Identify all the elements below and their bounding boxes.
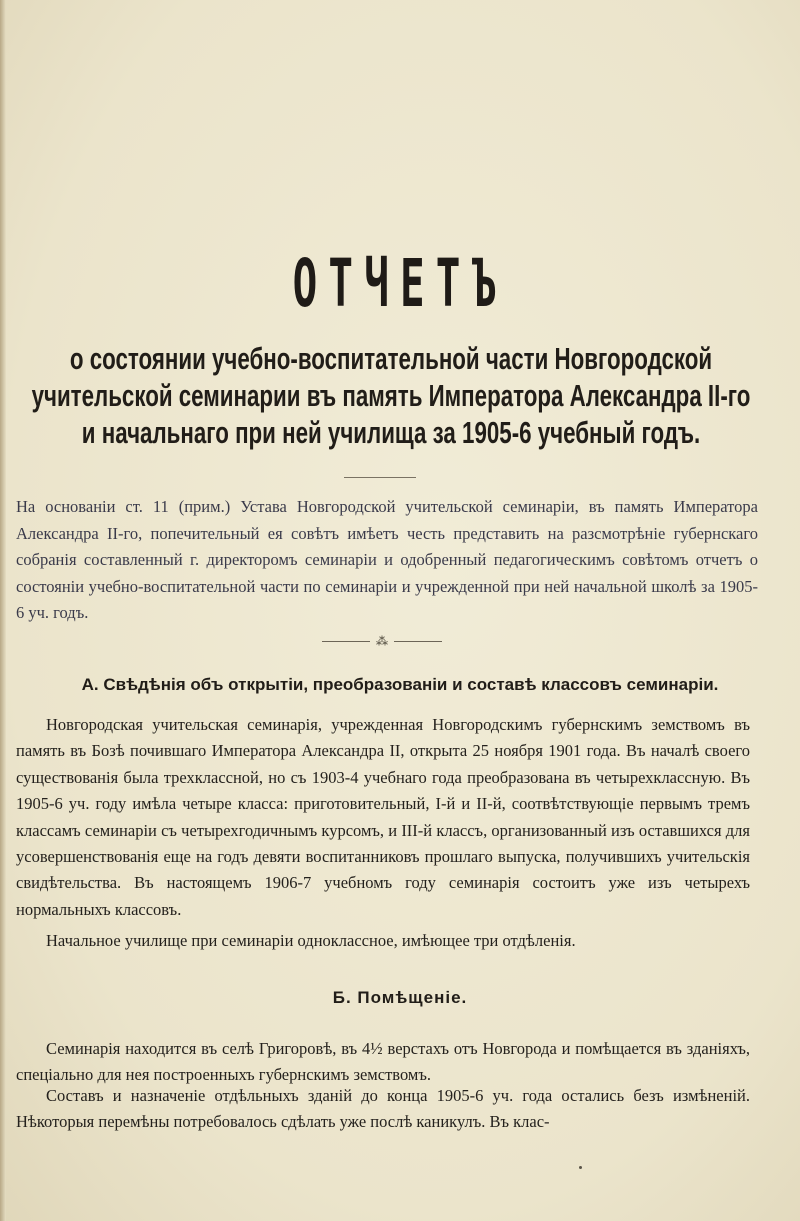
section-b-paragraph-1: Семинарія находится въ селѣ Григоровѣ, въ 4½ верстахъ отъ Новгорода и помѣщается въ зданіяхъ, спеціально для нея построенныхъ губернскимъ земствомъ. <box>16 1039 750 1085</box>
ornament-line-left <box>322 641 370 642</box>
document-subtitle: о состоянии учебно-воспитательной части Новгородской учительской семинарии въ память Императора Александра II-го и начальнаго при ней училища за 1905-6 учебный годъ. <box>31 341 751 450</box>
section-a-paragraph-2: Начальное училище при семинаріи одноклассное, имѣющее три отдѣленія. <box>46 931 576 950</box>
section-b-paragraph-2: Составъ и назначеніе отдѣльныхъ зданій до конца 1905-6 уч. года остались безъ измѣненій. Нѣкоторыя перемѣны потребовалось сдѣлать уже послѣ каникулъ. Въ клас- <box>16 1086 750 1132</box>
section-b-heading: Б. Помѣщеніе. <box>332 988 468 1007</box>
page-binding-edge <box>0 0 6 1221</box>
section-a-paragraph-1: Новгородская учительская семинарія, учрежденная Новгородскимъ губернскимъ земствомъ въ память въ Бозѣ почившаго Императора Александра II, открыта 25 ноября 1901 года. Въ началѣ своего существованія была трехклассной, но съ 1903-4 учебнаго года преобразована въ четырехклассную. Въ 1905-6 уч. году имѣла четыре класса: приготовительный, I-й и II-й, соотвѣтствующіе первымъ тремъ классамъ семинаріи съ четырехгодичнымъ курсомъ, и III-й классъ, организованный изъ оставшихся для усовершенствованія еще на годъ девяти воспитанниковъ прошлаго выпуска, получившихъ учительскія свидѣтельства. Въ настоящемъ 1906-7 учебномъ году семинарія состоитъ уже изъ четырехъ нормальныхъ классовъ. <box>16 715 750 919</box>
intro-paragraph: На основаніи ст. 11 (прим.) Устава Новгородской учительской семинаріи, въ память Императора Александра II-го, попечительный ея совѣтъ имѣетъ честь представить на разсмотрѣніе губернскаго собранія составленный г. директоромъ семинаріи и одобренный педагогическимъ совѣтомъ отчетъ о состояніи учебно-воспитательной части по семинаріи и учрежденной при ней начальной школѣ за 1905-6 уч. годъ. <box>16 497 758 622</box>
ornament-line-right <box>394 641 442 642</box>
section-a-heading: А. Свѣдѣнія объ открытіи, преобразованіи и составѣ классовъ семинаріи. <box>81 675 719 694</box>
section-ornament <box>322 634 442 648</box>
title-divider <box>344 477 416 478</box>
print-speck <box>579 1166 582 1169</box>
document-title: ОТЧЕТЪ <box>292 245 508 322</box>
ornament-glyph: ⁂ <box>376 634 388 648</box>
